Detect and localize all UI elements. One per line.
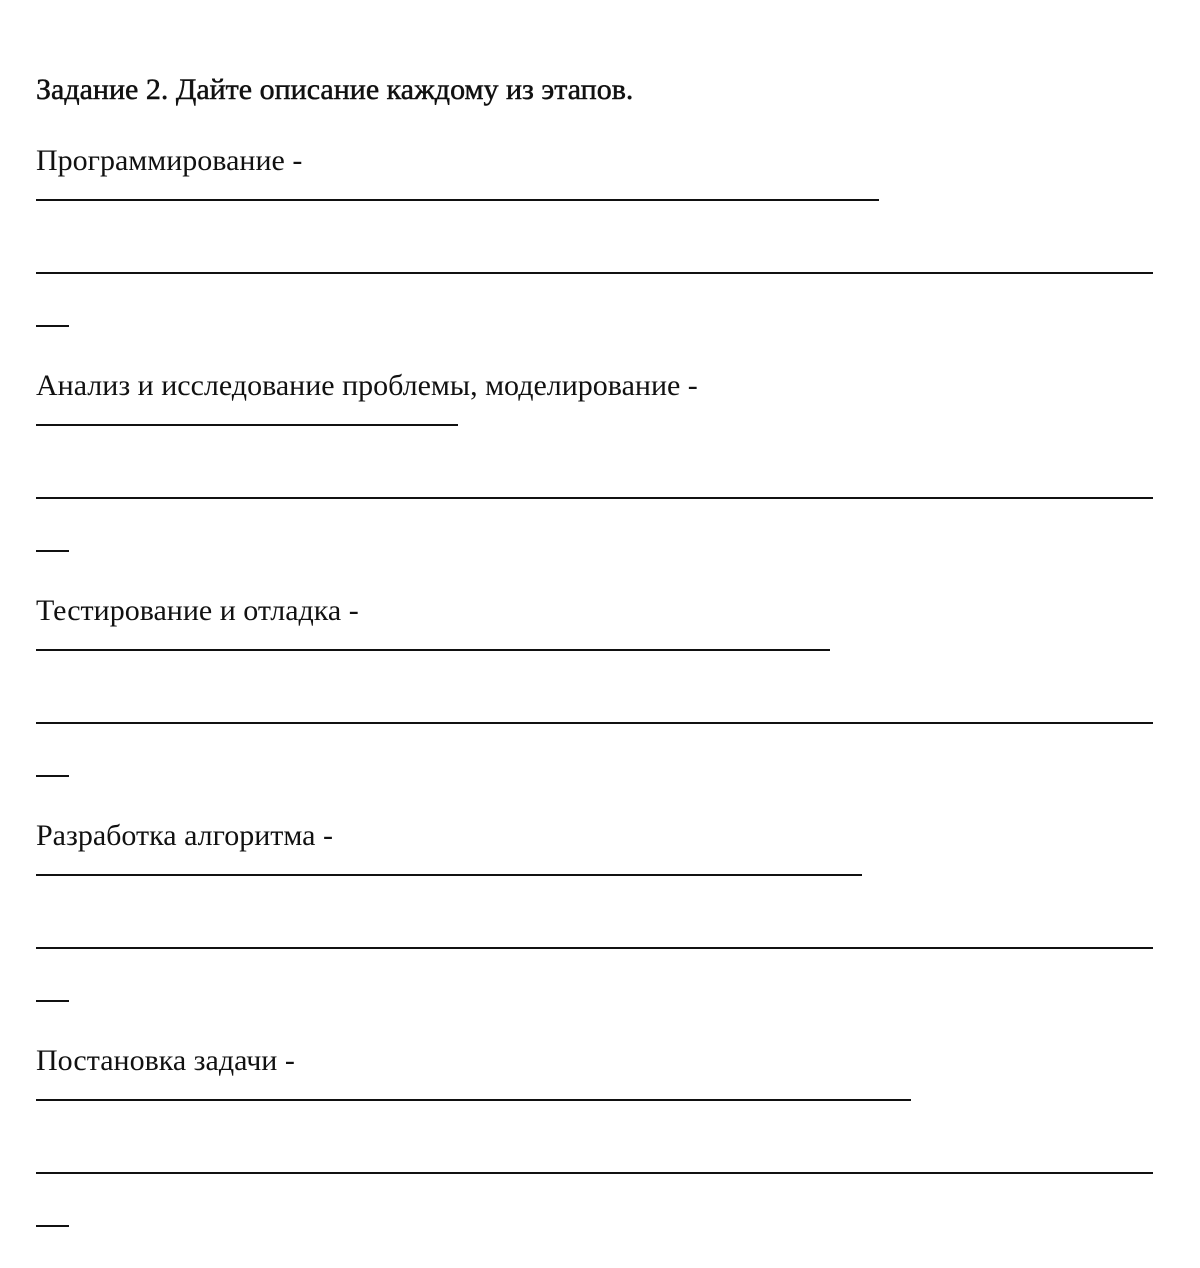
answer-line-tail[interactable]	[36, 1000, 69, 1002]
answer-line[interactable]	[36, 1172, 1153, 1174]
stage-programming	[0, 143, 1200, 368]
answer-line[interactable]	[36, 272, 1153, 274]
answer-line[interactable]	[36, 947, 1153, 949]
stage-label: Постановка задачи -	[36, 1044, 295, 1077]
stage-analysis-modeling	[0, 368, 1200, 593]
answer-line-tail[interactable]	[36, 325, 69, 327]
answer-line[interactable]	[36, 1099, 911, 1101]
answer-line[interactable]	[36, 649, 830, 651]
answer-line-tail[interactable]	[36, 775, 69, 777]
stage-algorithm-development	[0, 818, 1200, 1043]
stage-testing-debugging	[0, 593, 1200, 818]
task-title: Задание 2. Дайте описание каждому из этапов.	[36, 73, 634, 106]
answer-line[interactable]	[36, 874, 862, 876]
answer-line[interactable]	[36, 199, 879, 201]
answer-line[interactable]	[36, 497, 1153, 499]
stage-problem-statement	[0, 1043, 1200, 1268]
stage-label: Программирование -	[36, 144, 303, 177]
answer-line-tail[interactable]	[36, 1225, 69, 1227]
stage-label: Анализ и исследование проблемы, моделирование -	[36, 369, 698, 402]
answer-line[interactable]	[36, 722, 1153, 724]
answer-line[interactable]	[36, 424, 458, 426]
answer-line-tail[interactable]	[36, 550, 69, 552]
stage-label: Разработка алгоритма -	[36, 819, 333, 852]
stage-label: Тестирование и отладка -	[36, 594, 359, 627]
